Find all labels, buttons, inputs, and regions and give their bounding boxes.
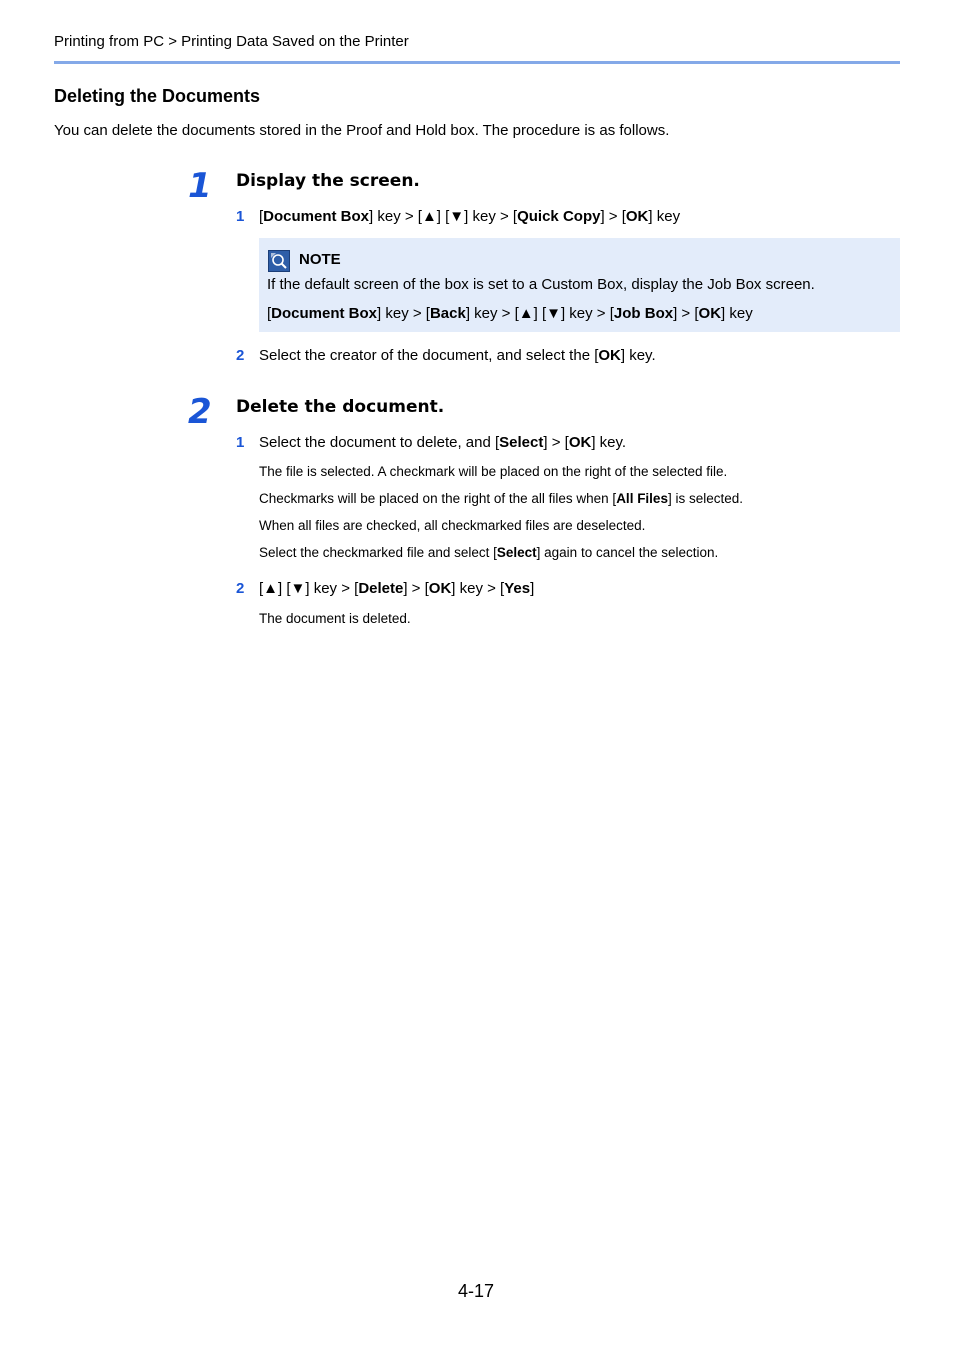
note-label: NOTE — [299, 251, 341, 268]
step-2-sub-2-number: 2 — [236, 580, 245, 597]
step-2-sub-1-detail-2: Checkmarks will be placed on the right of the all files when [All Files] is selected. — [259, 491, 743, 506]
intro-text: You can delete the documents stored in the Proof and Hold box. The procedure is as follows. — [54, 122, 670, 139]
page-number: 4-17 — [458, 1281, 495, 1301]
step-1-sub-1-text: [Document Box] key > [▲] [▼] key > [Quick Copy] > [OK] key — [259, 208, 681, 225]
step-2-sub-1-detail-1: The file is selected. A checkmark will be placed on the right of the selected file. — [259, 464, 728, 479]
step-2-sub-1-text: Select the document to delete, and [Select] > [OK] key. — [259, 434, 627, 451]
step-2-sub-1-detail-4: Select the checkmarked file and select [Select] again to cancel the selection. — [259, 545, 719, 560]
step-2-sub-2-detail-1: The document is deleted. — [259, 611, 411, 626]
section-title: Deleting the Documents — [54, 86, 261, 106]
step-1-number: 1 — [188, 166, 212, 206]
step-1-sub-2-number: 2 — [236, 347, 245, 364]
step-2-sub-1-number: 1 — [236, 434, 245, 451]
step-1-title: Display the screen. — [236, 171, 420, 191]
breadcrumb: Printing from PC > Printing Data Saved on the Printer — [54, 33, 409, 50]
header-rule — [54, 61, 900, 64]
step-2-title: Delete the document. — [236, 397, 445, 417]
step-2-sub-2-text: [▲] [▼] key > [Delete] > [OK] key > [Yes] — [259, 580, 535, 597]
note-text: If the default screen of the box is set to a Custom Box, display the Job Box screen. — [267, 276, 815, 293]
step-1-sub-1-number: 1 — [236, 208, 245, 225]
note-magnifier-icon — [268, 250, 290, 272]
step-1-sub-2-text: Select the creator of the document, and select the [OK] key. — [259, 347, 656, 364]
note-key-sequence: [Document Box] key > [Back] key > [▲] [▼] key > [Job Box] > [OK] key — [267, 305, 753, 322]
step-2-sub-1-detail-3: When all files are checked, all checkmarked files are deselected. — [259, 518, 646, 533]
step-2-number: 2 — [188, 392, 212, 432]
